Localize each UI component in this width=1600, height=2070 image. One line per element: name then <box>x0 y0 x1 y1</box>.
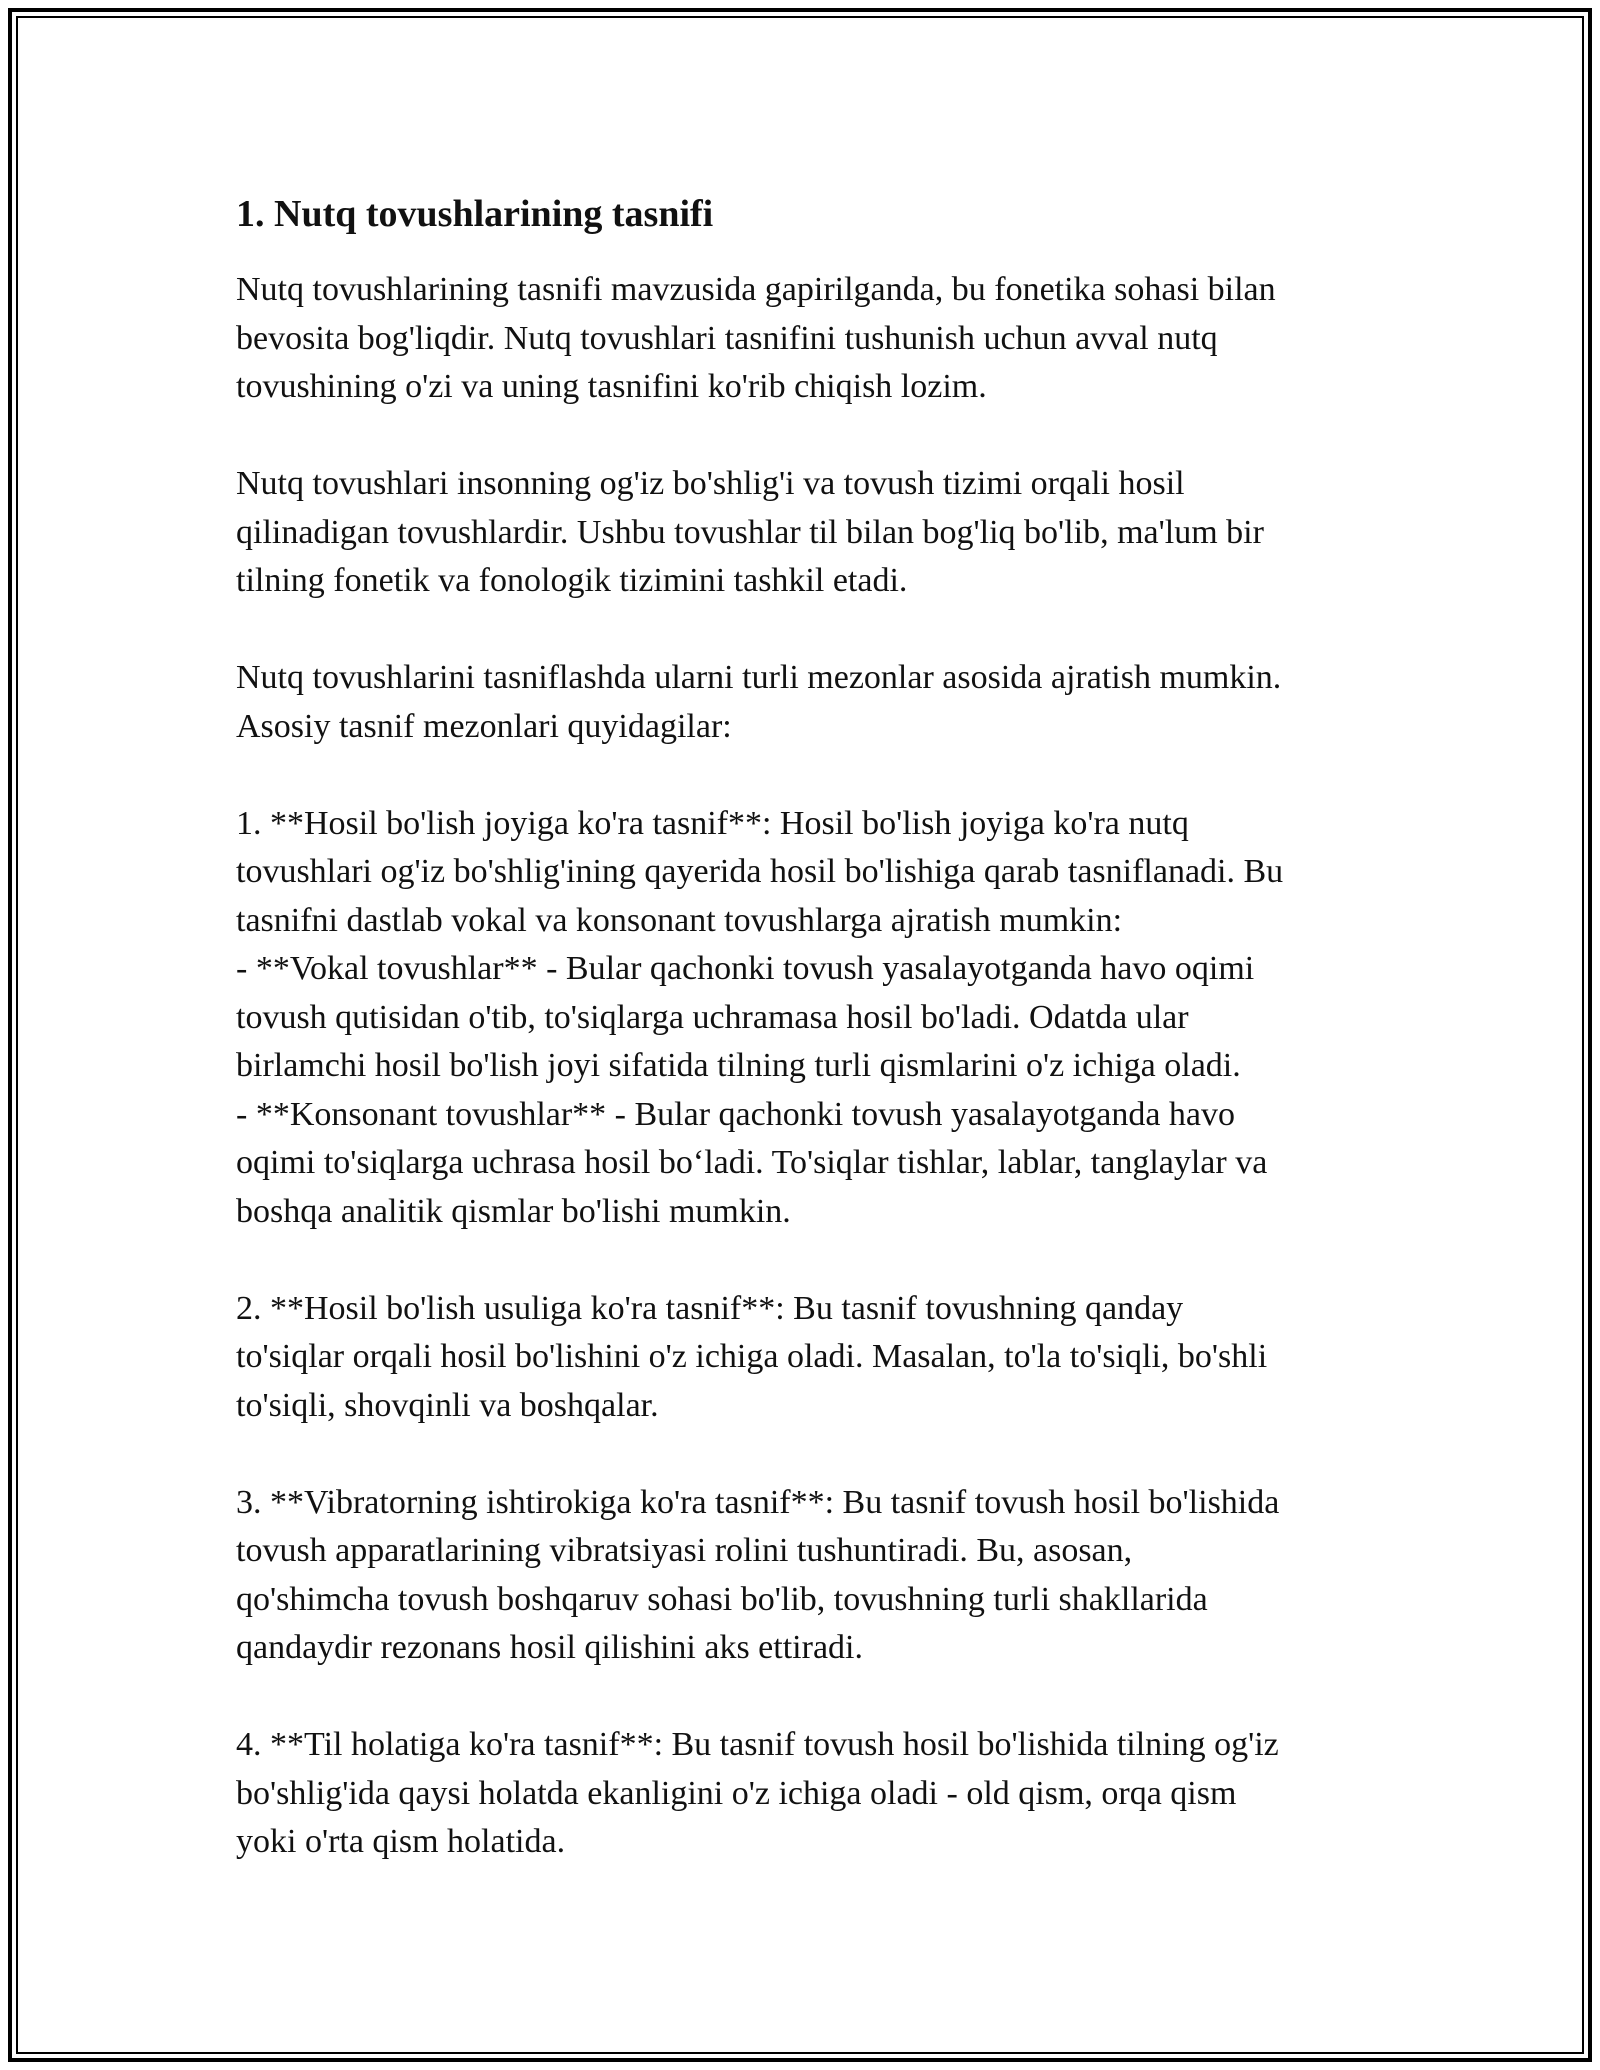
paragraph-item-3: 3. **Vibratorning ishtirokiga ko'ra tasnif**: Bu tasnif tovush hosil bo'lishida tovush apparatlarining vibratsiyasi rolini tushuntiradi. Bu, asosan, qo'shimcha tovush boshqaruv sohasi bo'lib, tovushning turli shakllarida qandaydir rezonans hosil qilishini aks ettiradi. <box>236 1483 1280 1666</box>
paragraph-item-1: 1. **Hosil bo'lish joyiga ko'ra tasnif**: Hosil bo'lish joyiga ko'ra nutq tovushlari og'iz bo'shlig'ining qayerida hosil bo'lishiga qarab tasniflanadi. Bu tasnifni dastlab vokal va konsonant tovushlarga ajratish mumkin: - **Vokal tovushlar** - Bular qachonki tovush yasalayotganda havo oqimi tovush qutisidan o'tib, to'siqlarga uchramasa hosil bo'ladi. Odatda ular birlamchi hosil bo'lish joyi sifatida tilning turli qismlarini o'z ichiga oladi. - **Konsonant tovushlar** - Bular qachonki tovush yasalayotganda havo oqimi to'siqlarga uchrasa hosil bo‘ladi. To'siqlar tishlar, lablar, tanglaylar va boshqa analitik qismlar bo'lishi mumkin. <box>236 804 1284 1230</box>
paragraph-intro: Nutq tovushlarining tasnifi mavzusida gapirilganda, bu fonetika sohasi bilan bevosita bog'liqdir. Nutq tovushlari tasnifini tushunish uchun avval nutq tovushining o'zi va uning tasnifini ko'rib chiqish lozim. <box>236 271 1276 405</box>
paragraph-item-2: 2. **Hosil bo'lish usuliga ko'ra tasnif**: Bu tasnif tovushning qanday to'siqlar orqali hosil bo'lishini o'z ichiga oladi. Masalan, to'la to'siqli, bo'shli to'siqli, shovqinli va boshqalar. <box>236 1289 1268 1424</box>
document-heading: 1. Nutq tovushlarining tasnifi <box>236 193 714 235</box>
document-page <box>236 186 1386 1915</box>
paragraph-definition: Nutq tovushlari insonning og'iz bo'shlig'i va tovush tizimi orqali hosil qilinadigan tovushlardir. Ushbu tovushlar til bilan bog'liq bo'lib, ma'lum bir tilning fonetik va fonologik tizimini tashkil etadi. <box>236 465 1264 599</box>
paragraph-criteria: Nutq tovushlarini tasniflashda ularni turli mezonlar asosida ajratish mumkin. Asosiy tasnif mezonlari quyidagilar: <box>236 659 1282 745</box>
paragraph-item-4: 4. **Til holatiga ko'ra tasnif**: Bu tasnif tovush hosil bo'lishida tilning og'iz bo'shlig'ida qaysi holatda ekanligini o'z ichiga oladi - old qism, orqa qism yoki o'rta qism holatida. <box>236 1726 1279 1860</box>
